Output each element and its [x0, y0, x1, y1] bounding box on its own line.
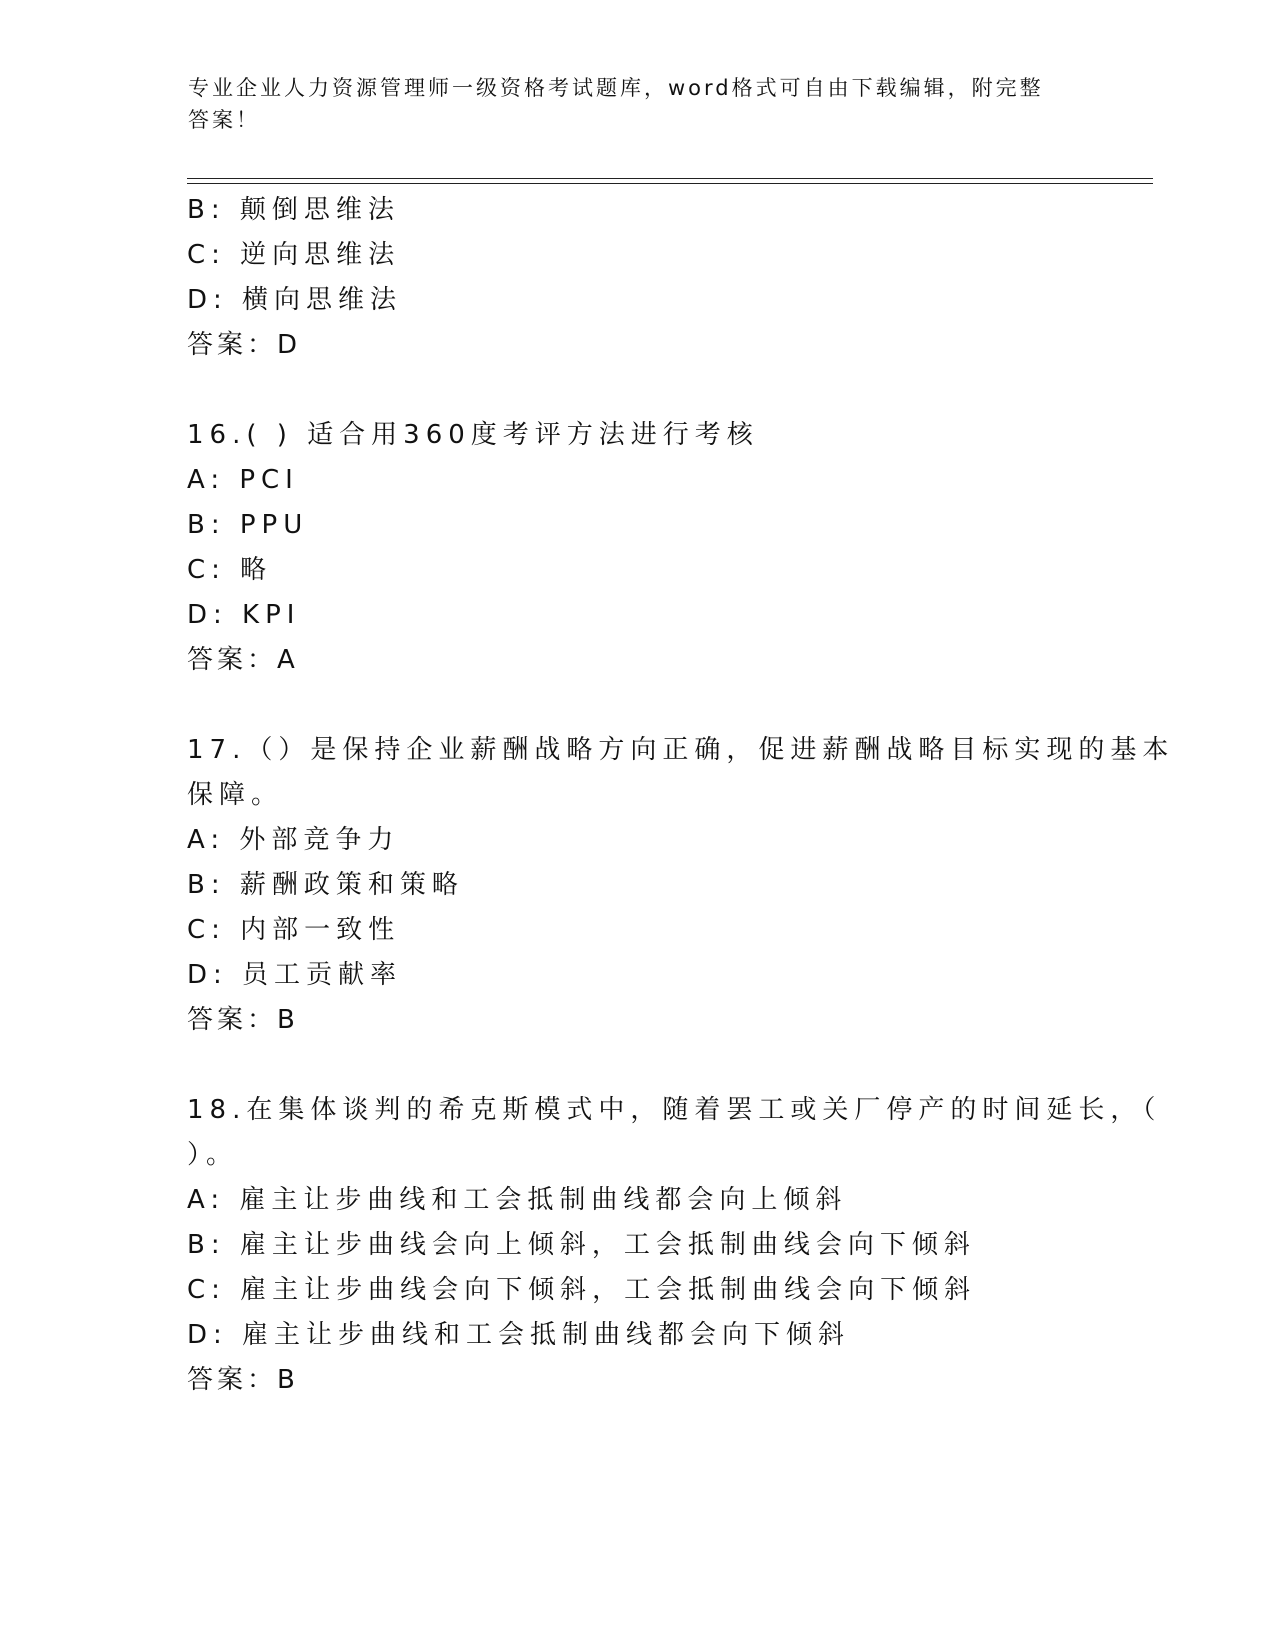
- page-header: [188, 72, 1068, 136]
- q17-answer: 答案：B: [187, 1005, 299, 1035]
- header-line-1: 专业企业人力资源管理师一级资格考试题库，word格式可自由下载编辑，附完整: [188, 76, 1044, 100]
- q17-option-b: B: 薪酬政策和策略: [187, 870, 464, 900]
- q16-option-c: C: 略: [187, 555, 273, 585]
- q17-option-d: D: 员工贡献率: [187, 960, 403, 990]
- q15-option-d: D: 横向思维法: [187, 285, 403, 315]
- q18-option-d: D: 雇主让步曲线和工会抵制曲线都会向下倾斜: [187, 1320, 851, 1350]
- q17-stem-line-1: 17.（）是保持企业薪酬战略方向正确，促进薪酬战略目标实现的基本: [187, 735, 1175, 765]
- q15-option-b: B: 颠倒思维法: [187, 195, 400, 225]
- q18-option-c: C: 雇主让步曲线会向下倾斜，工会抵制曲线会向下倾斜: [187, 1275, 977, 1305]
- q17-option-a: A: 外部竞争力: [187, 825, 400, 855]
- q15-option-c: C: 逆向思维法: [187, 240, 401, 270]
- q18-option-a: A: 雇主让步曲线和工会抵制曲线都会向上倾斜: [187, 1185, 848, 1215]
- q18-stem-line-1: 18.在集体谈判的希克斯模式中，随着罢工或关厂停产的时间延长，（: [187, 1095, 1162, 1125]
- q16-option-a: A: PCI: [187, 465, 299, 495]
- q16-option-d: D: KPI: [187, 600, 301, 630]
- header-divider: [187, 178, 1153, 184]
- header-line-2: 答案！: [188, 108, 260, 132]
- q16-stem: 16.( ) 适合用360度考评方法进行考核: [187, 420, 759, 450]
- q18-answer: 答案：B: [187, 1365, 299, 1395]
- q17-stem-line-2: 保障。: [187, 780, 284, 810]
- q18-stem-line-2: ）。: [187, 1140, 239, 1170]
- q17-option-c: C: 内部一致性: [187, 915, 401, 945]
- q18-option-b: B: 雇主让步曲线会向上倾斜，工会抵制曲线会向下倾斜: [187, 1230, 976, 1260]
- q15-answer: 答案：D: [187, 330, 302, 360]
- q16-answer: 答案：A: [187, 645, 299, 675]
- q16-option-b: B: PPU: [187, 510, 309, 540]
